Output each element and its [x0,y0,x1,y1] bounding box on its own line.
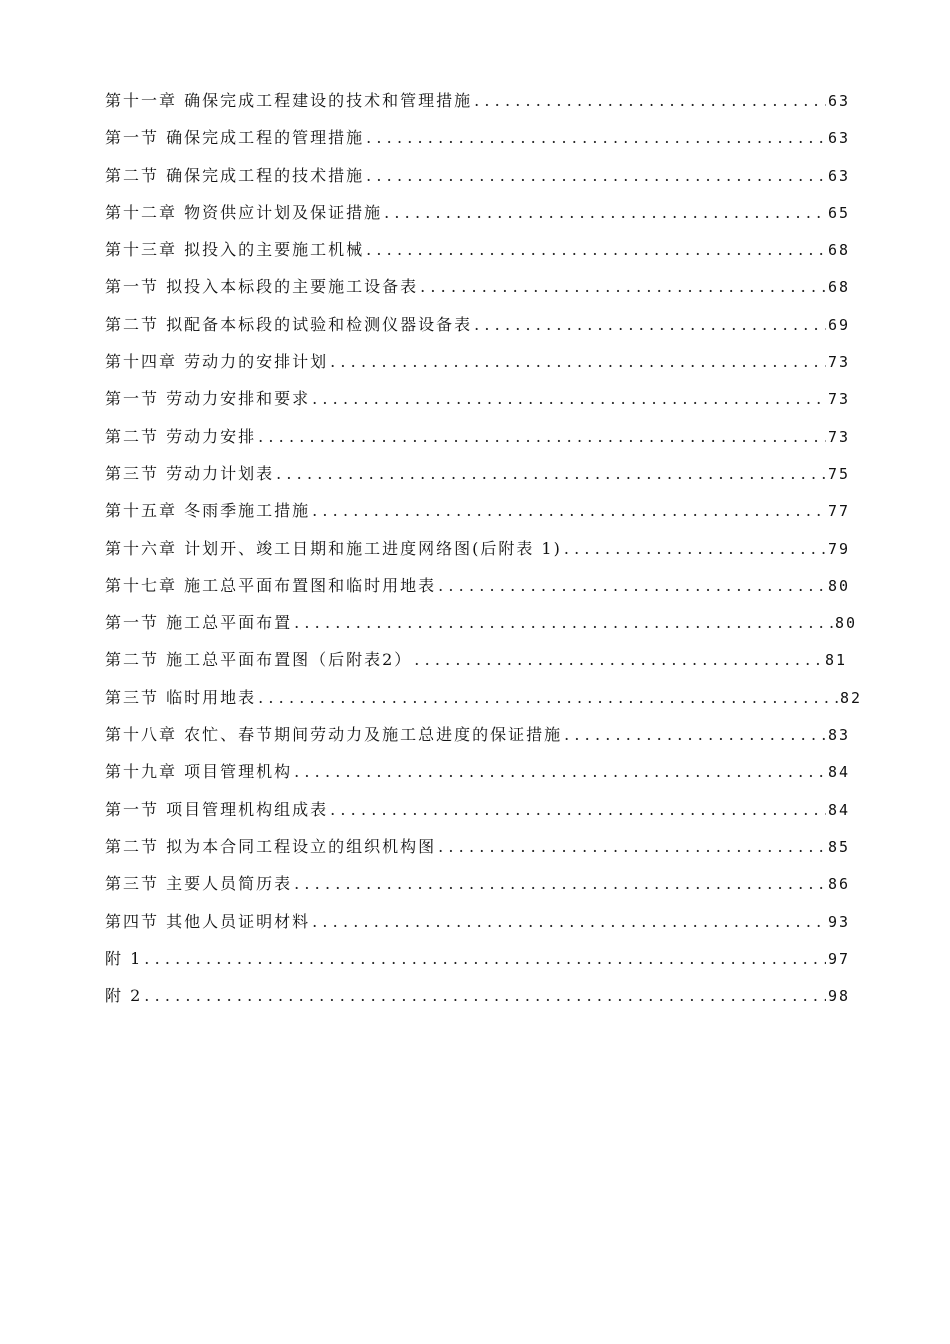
toc-entry-page: 81 [824,651,847,670]
toc-entry[interactable] [105,200,850,237]
toc-entry-page: 97 [827,949,850,968]
toc-dot-leader [258,688,838,707]
toc-entry-page: 82 [839,688,862,707]
toc-entry[interactable] [105,536,850,573]
toc-entry-title: 第十二章 物资供应计划及保证措施 [105,202,383,222]
toc-entry-title: 第一节 施工总平面布置 [105,613,293,633]
toc-entry-page: 83 [827,726,850,745]
toc-entry-page: 93 [827,912,850,931]
toc-entry-title: 附 2 [105,986,143,1006]
toc-entry-title: 第一节 确保完成工程的管理措施 [105,128,365,148]
toc-entry[interactable] [105,797,850,834]
toc-entry[interactable] [105,610,857,647]
toc-entry[interactable] [105,424,850,461]
toc-entry[interactable] [105,312,850,349]
toc-dot-leader [564,539,826,558]
toc-entry[interactable] [105,88,850,125]
toc-entry-page: 80 [834,614,857,633]
toc-entry[interactable] [105,909,850,946]
toc-entry-page: 79 [827,539,850,558]
toc-entry-title: 第十三章 拟投入的主要施工机械 [105,240,365,260]
toc-entry-title: 附 1 [105,948,143,968]
toc-entry-page: 73 [827,353,850,372]
toc-entry-title: 第三节 临时用地表 [105,687,257,707]
toc-dot-leader [414,650,823,669]
toc-entry-page: 80 [827,576,850,595]
toc-entry-title: 第十一章 确保完成工程建设的技术和管理措施 [105,91,473,110]
toc-dot-leader [330,352,826,371]
toc-entry-page: 63 [827,166,850,185]
toc-entry-page: 84 [827,800,850,819]
toc-entry-page: 68 [827,278,850,297]
toc-dot-leader [312,389,826,408]
toc-entry-page: 84 [827,763,850,782]
toc-dot-leader [330,800,826,819]
toc-entry-page: 86 [827,875,850,894]
toc-dot-leader [312,501,826,520]
toc-entry[interactable] [105,834,850,871]
toc-dot-leader [366,240,826,259]
toc-entry-title: 第二节 施工总平面布置图（后附表2） [105,650,413,670]
toc-entry[interactable] [105,722,850,759]
toc-entry-title: 第四节 其他人员证明材料 [105,911,311,931]
toc-entry[interactable] [105,237,850,274]
toc-entry-title: 第一节 项目管理机构组成表 [105,799,329,819]
toc-entry-page: 73 [827,390,850,409]
toc-dot-leader [384,203,826,222]
toc-entry-title: 第十七章 施工总平面布置图和临时用地表 [105,575,437,595]
toc-entry-page: 63 [827,129,850,148]
toc-entry[interactable] [105,498,850,535]
toc-entry-page: 75 [827,464,850,483]
toc-dot-leader [144,986,826,1005]
toc-dot-leader [294,874,826,893]
toc-entry[interactable] [105,274,850,311]
toc-entry[interactable] [105,871,850,908]
toc-entry[interactable] [105,461,850,498]
toc-dot-leader [276,464,826,483]
toc-entry[interactable] [105,759,850,796]
toc-entry-title: 第十六章 计划开、竣工日期和施工进度网络图(后附表 1) [105,538,562,558]
toc-dot-leader [312,912,826,931]
toc-dot-leader [420,277,826,296]
toc-entry-title: 第二节 拟为本合同工程设立的组织机构图 [105,836,437,856]
toc-entry-title: 第一节 拟投入本标段的主要施工设备表 [105,277,419,297]
toc-entry-title: 第三节 劳动力计划表 [105,463,275,483]
toc-entry-page: 73 [827,427,850,446]
toc-dot-leader [366,128,826,147]
toc-entry[interactable] [105,685,862,722]
toc-entry-title: 第二节 确保完成工程的技术措施 [105,165,365,185]
toc-entry-page: 85 [827,837,850,856]
toc-entry-title: 第十九章 项目管理机构 [105,762,293,782]
toc-dot-leader [366,166,826,185]
toc-entry[interactable] [105,386,850,423]
toc-entry-title: 第十五章 冬雨季施工措施 [105,501,311,521]
toc-entry-page: 98 [827,987,850,1006]
toc-dot-leader [474,315,826,334]
toc-dot-leader [294,762,826,781]
toc-entry-page: 63 [827,92,850,110]
toc-entry[interactable] [105,163,850,200]
toc-dot-leader [144,949,826,968]
toc-entry-page: 77 [827,502,850,521]
toc-entry[interactable] [105,647,847,684]
toc-entry-title: 第三节 主要人员简历表 [105,874,293,894]
toc-entry[interactable] [105,125,850,162]
toc-entry-page: 65 [827,203,850,222]
toc-dot-leader [294,613,833,632]
toc-dot-leader [438,576,826,595]
toc-entry[interactable] [105,983,850,1020]
table-of-contents [105,88,862,1020]
toc-entry[interactable] [105,349,850,386]
toc-dot-leader [438,837,826,856]
toc-entry-page: 69 [827,315,850,334]
toc-dot-leader [564,725,826,744]
toc-entry-title: 第二节 拟配备本标段的试验和检测仪器设备表 [105,314,473,334]
toc-dot-leader [258,427,826,446]
toc-entry-title: 第一节 劳动力安排和要求 [105,389,311,409]
toc-entry-title: 第十四章 劳动力的安排计划 [105,352,329,372]
toc-entry[interactable] [105,573,850,610]
toc-entry[interactable] [105,946,850,983]
toc-entry-title: 第十八章 农忙、春节期间劳动力及施工总进度的保证措施 [105,725,563,745]
toc-entry-title: 第二节 劳动力安排 [105,426,257,446]
toc-dot-leader [474,91,826,110]
toc-entry-page: 68 [827,241,850,260]
